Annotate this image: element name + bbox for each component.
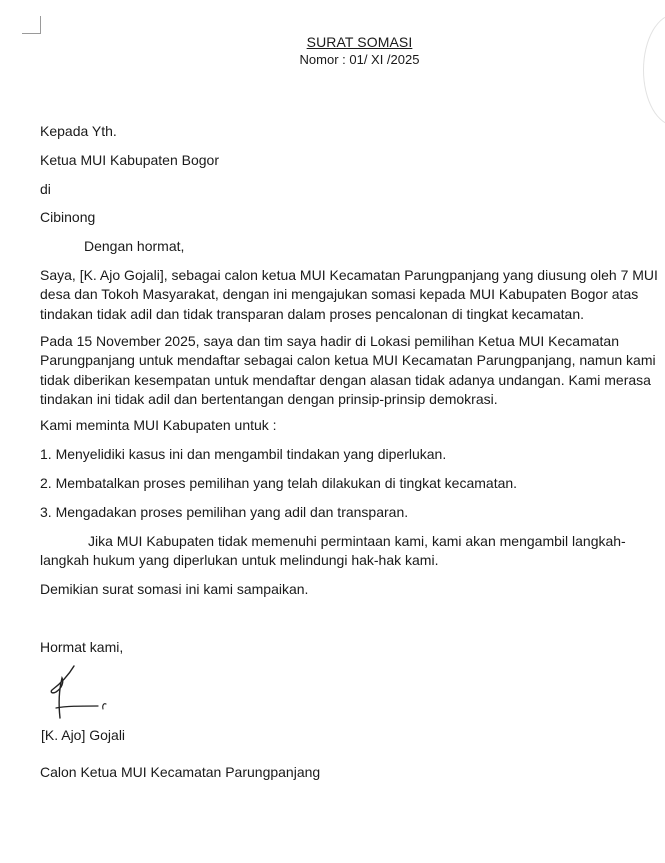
letter-title: SURAT SOMASI — [306, 34, 413, 50]
body-paragraph: Saya, [K. Ajo Gojali], sebagai calon ketua MUI Kecamatan Parungpanjang yang diusung oleh 7 MUI desa dan Tokoh Masyarakat, dengan ini mengajukan somasi kepada MUI Kabupaten Bogor atas tindakan tidak adil dan tidak transparan dalam proses pencalonan di tingkat kecamatan. — [40, 267, 658, 322]
recipient-line: Ketua MUI Kabupaten Bogor — [40, 152, 220, 168]
request-item: 1. Menyelidiki kasus ini dan mengambil tindakan yang diperlukan. — [40, 446, 447, 462]
body-paragraph: Pada 15 November 2025, saya dan tim saya hadir di Lokasi pemilihan Ketua MUI Kecamatan Parungpanjang untuk mendaftar sebagai calon ketua MUI Kecamatan Parungpanjang, namun kami tidak diberikan kesempatan untuk mendaftar dengan alasan tidak adanya undangan. Kami merasa tindakan ini tidak adil dan bertentangan dengan prinsip-prinsip demokrasi. — [40, 333, 656, 407]
recipient-line: Kepada Yth. — [40, 123, 117, 139]
page-corner-mark — [22, 16, 41, 34]
recipient-line: di — [40, 181, 51, 197]
request-item: 3. Mengadakan proses pemilihan yang adil dan transparan. — [40, 504, 409, 520]
request-item: 2. Membatalkan proses pemilihan yang telah dilakukan di tingkat kecamatan. — [40, 475, 518, 491]
edge-scroll-shape — [643, 14, 665, 126]
signer-name: [K. Ajo] Gojali — [41, 727, 126, 743]
signer-title: Calon Ketua MUI Kecamatan Parungpanjang — [40, 764, 321, 780]
greeting: Dengan hormat, — [84, 238, 185, 254]
letter-header — [0, 34, 665, 67]
letter-number: Nomor : 01/ XI /2025 — [299, 52, 420, 67]
closing-statement: Demikian surat somasi ini kami sampaikan. — [40, 581, 309, 597]
sign-off: Hormat kami, — [40, 639, 124, 655]
warning-paragraph: Jika MUI Kabupaten tidak memenuhi permintaan kami, kami akan mengambil langkah-langkah hukum yang diperlukan untuk melindungi hak-hak kami. — [40, 533, 626, 569]
request-intro: Kami meminta MUI Kabupaten untuk : — [40, 417, 277, 433]
signature-scribble — [38, 660, 118, 722]
recipient-line: Cibinong — [40, 209, 96, 225]
